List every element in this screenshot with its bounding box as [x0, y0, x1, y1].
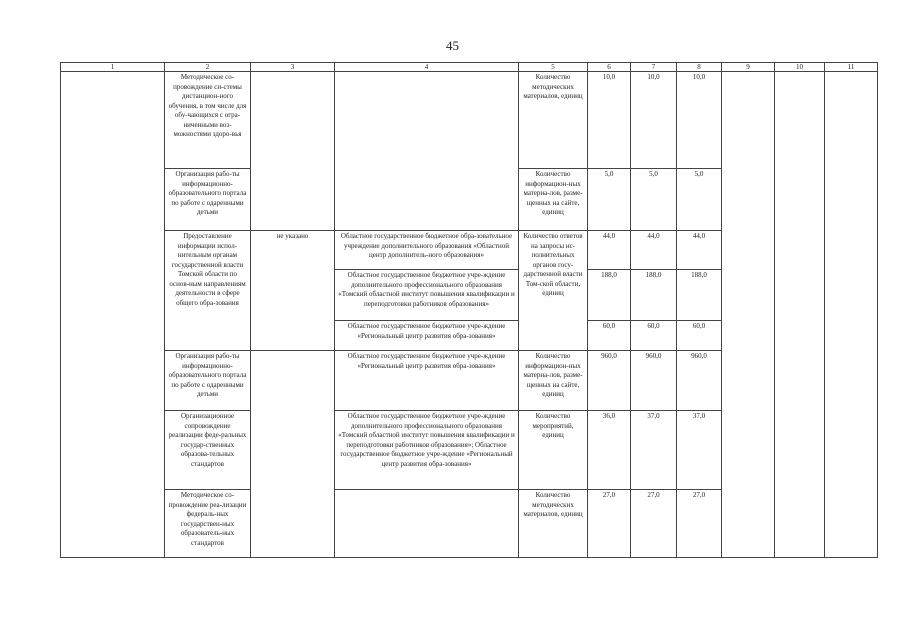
org-cell: Областное государственное бюджетное учре-ждение «Региональный центр развития обра-зования» — [335, 321, 519, 351]
service-cell: Предоставление информации испол-нительным органам государственной власти Томской области по основ-ным направлениям деятельности в сфере общего обра-зования — [165, 231, 251, 351]
table-row — [61, 72, 878, 169]
program-table — [60, 62, 878, 558]
value-cell: 960,0 — [631, 351, 677, 411]
value-cell: 37,0 — [631, 411, 677, 490]
value-cell: 10,0 — [631, 72, 677, 169]
column-header: 4 — [335, 63, 519, 72]
col3-cell — [251, 72, 335, 231]
activity-cell: Организационное сопровождение реализации феде-ральных государ-ственных образова-тельных стандартов — [165, 411, 251, 490]
col3-cell — [251, 351, 335, 558]
value-cell: 44,0 — [631, 231, 677, 270]
value-cell: 5,0 — [677, 169, 722, 231]
column-header: 1 — [61, 63, 165, 72]
column-header: 3 — [251, 63, 335, 72]
value-cell: 60,0 — [588, 321, 631, 351]
org-cell — [335, 72, 519, 231]
indicator-cell: Количество мероприятий, единиц — [519, 411, 588, 490]
col3-cell: не указано — [251, 231, 335, 351]
column-number-row — [61, 63, 878, 72]
org-cell: Областное государственное бюджетное обра-зовательное учреждение дополнительного образования «Областной центр дополнитель-ного образования» — [335, 231, 519, 270]
value-cell: 27,0 — [588, 490, 631, 558]
value-cell: 36,0 — [588, 411, 631, 490]
column-header: 11 — [825, 63, 878, 72]
column-header: 5 — [519, 63, 588, 72]
value-cell: 188,0 — [677, 270, 722, 321]
column-header: 7 — [631, 63, 677, 72]
value-cell: 188,0 — [588, 270, 631, 321]
indicator-cell: Количество информацион-ных материа-лов, разме-щенных на сайте, единиц — [519, 351, 588, 411]
value-cell: 10,0 — [588, 72, 631, 169]
indicator-cell: Количество методических материалов, единиц — [519, 72, 588, 169]
column-header: 6 — [588, 63, 631, 72]
activity-cell: Организация рабо-ты информационно-образовательного портала по работе с одаренными детьми — [165, 351, 251, 411]
page-number: 45 — [446, 38, 459, 53]
value-cell: 37,0 — [677, 411, 722, 490]
value-cell: 10,0 — [677, 72, 722, 169]
value-cell: 5,0 — [588, 169, 631, 231]
activity-cell: Организация рабо-ты информационно-образовательного портала по работе с одаренными детьми — [165, 169, 251, 231]
value-cell: 188,0 — [631, 270, 677, 321]
org-cell: Областное государственное бюджетное учре-ждение дополнительного профессионального образования «Томский областной институт повышения квалификации и переподготовки работников образования»; Областное государственное бюджетное учре-ждение «Региональный центр развития обра-зования» — [335, 411, 519, 490]
column-header: 9 — [722, 63, 775, 72]
col9-cell — [722, 72, 775, 558]
indicator-cell: Количество методических материалов, единиц — [519, 490, 588, 558]
org-cell — [335, 490, 519, 558]
activity-cell: Методическое со-провождение си-стемы дистанцион-ного обучения, в том числе для обу-чающихся с огра-ниченными воз-можностями здоро-вья — [165, 72, 251, 169]
col1-cell — [61, 72, 165, 558]
org-cell: Областное государственное бюджетное учре-ждение «Региональный центр развития обра-зования» — [335, 351, 519, 411]
col10-cell — [775, 72, 825, 558]
value-cell: 5,0 — [631, 169, 677, 231]
value-cell: 960,0 — [588, 351, 631, 411]
col11-cell — [825, 72, 878, 558]
column-header: 8 — [677, 63, 722, 72]
value-cell: 44,0 — [677, 231, 722, 270]
value-cell: 960,0 — [677, 351, 722, 411]
column-header: 2 — [165, 63, 251, 72]
value-cell: 27,0 — [677, 490, 722, 558]
value-cell: 27,0 — [631, 490, 677, 558]
org-cell: Областное государственное бюджетное учре-ждение дополнительного профессионального образования «Томский областной институт повышения квалификации и переподготовки работников образования» — [335, 270, 519, 321]
column-header: 10 — [775, 63, 825, 72]
activity-cell: Методическое со-провождение реа-лизации федераль-ных государствен-ных образователь-ных стандартов — [165, 490, 251, 558]
value-cell: 60,0 — [677, 321, 722, 351]
value-cell: 44,0 — [588, 231, 631, 270]
value-cell: 60,0 — [631, 321, 677, 351]
indicator-cell: Количество ответов на запросы ис-полнительных органов госу-дарственной власти Том-ской области, единиц — [519, 231, 588, 351]
indicator-cell: Количество информацион-ных материа-лов, разме-щенных на сайте, единиц — [519, 169, 588, 231]
